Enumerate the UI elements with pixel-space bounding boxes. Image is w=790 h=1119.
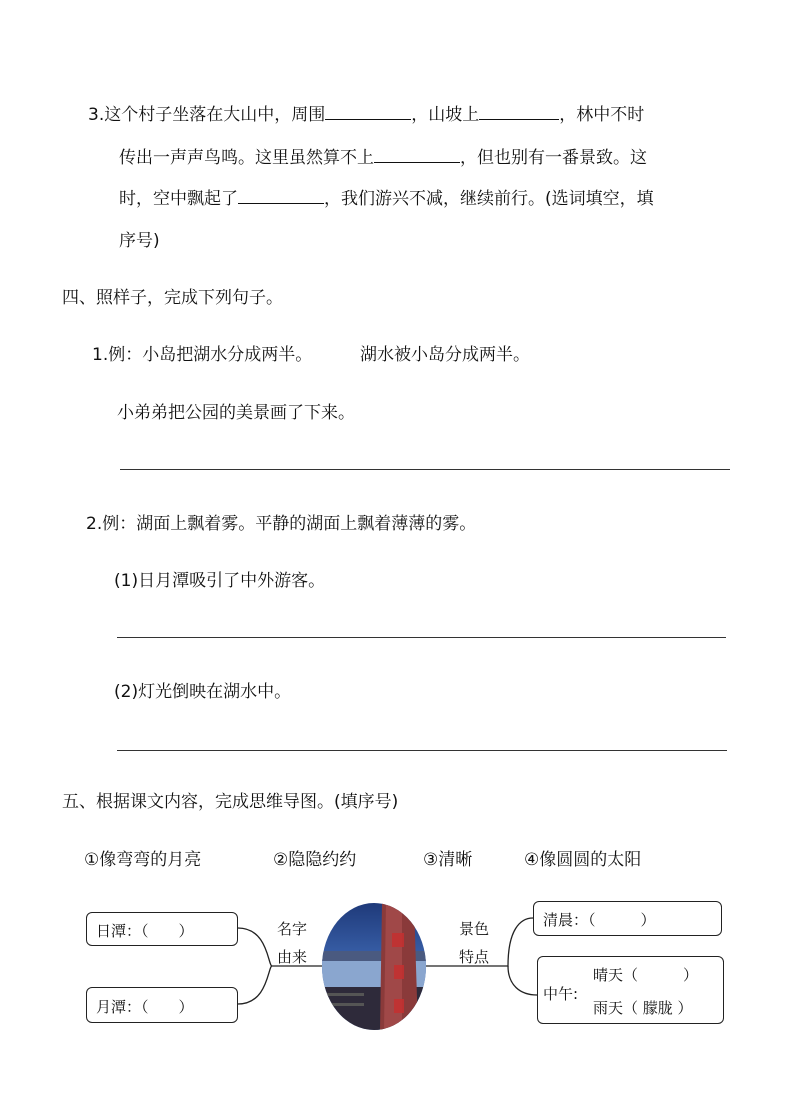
sun-moon-lake-photo bbox=[322, 903, 426, 1030]
option-3: ③清晰 bbox=[423, 850, 473, 870]
scenery-line1: 景色 bbox=[459, 920, 490, 938]
ex1-answer: 湖水被小岛分成两半。 bbox=[360, 345, 530, 365]
ex2-label: 2.例：湖面上飘着雾。平静的湖面上飘着薄薄的雾。 bbox=[86, 514, 477, 534]
noon-label: 中午: bbox=[543, 985, 579, 1003]
sun-lake-text: 日潭：（ ） bbox=[96, 922, 194, 940]
q3-line1-mid: ，山坡上 bbox=[411, 105, 480, 125]
q3-line1-prefix: 3.这个村子坐落在大山中，周围 bbox=[88, 105, 326, 125]
morning-text: 清晨：（ ） bbox=[543, 911, 656, 929]
scenery-line2: 特点 bbox=[459, 948, 490, 966]
q3-line1-suffix: ，林中不时 bbox=[559, 105, 645, 125]
q3-line2-suffix: ，但也别有一番景致。这 bbox=[460, 148, 647, 168]
q3-line4: 序号) bbox=[119, 231, 160, 251]
ex1-prompt: 小弟弟把公园的美景画了下来。 bbox=[117, 403, 355, 423]
name-origin-line2: 由来 bbox=[277, 948, 308, 966]
ex2-item1: (1)日月潭吸引了中外游客。 bbox=[114, 571, 326, 591]
option-4: ④像圆圆的太阳 bbox=[524, 850, 642, 870]
q3-line2-prefix: 传出一声声鸟鸣。这里虽然算不上 bbox=[119, 148, 374, 168]
section4-heading: 四、照样子，完成下列句子。 bbox=[62, 288, 283, 308]
section5-heading: 五、根据课文内容，完成思维导图。(填序号) bbox=[62, 792, 399, 812]
ex1-label: 1.例：小岛把湖水分成两半。 bbox=[92, 345, 313, 365]
q3-line3-suffix: ，我们游兴不减，继续前行。(选词填空，填 bbox=[324, 189, 654, 209]
sunny-text: 晴天（ ） bbox=[593, 966, 699, 984]
q3-line3-prefix: 时，空中飘起了 bbox=[119, 189, 238, 209]
option-1: ①像弯弯的月亮 bbox=[84, 850, 202, 870]
rainy-text: 雨天（ 朦胧 ） bbox=[593, 999, 693, 1017]
moon-lake-text: 月潭：（ ） bbox=[96, 998, 194, 1016]
ex2-item2: (2)灯光倒映在湖水中。 bbox=[114, 682, 292, 702]
name-origin-line1: 名字 bbox=[277, 920, 308, 938]
option-2: ②隐隐约约 bbox=[273, 850, 357, 870]
